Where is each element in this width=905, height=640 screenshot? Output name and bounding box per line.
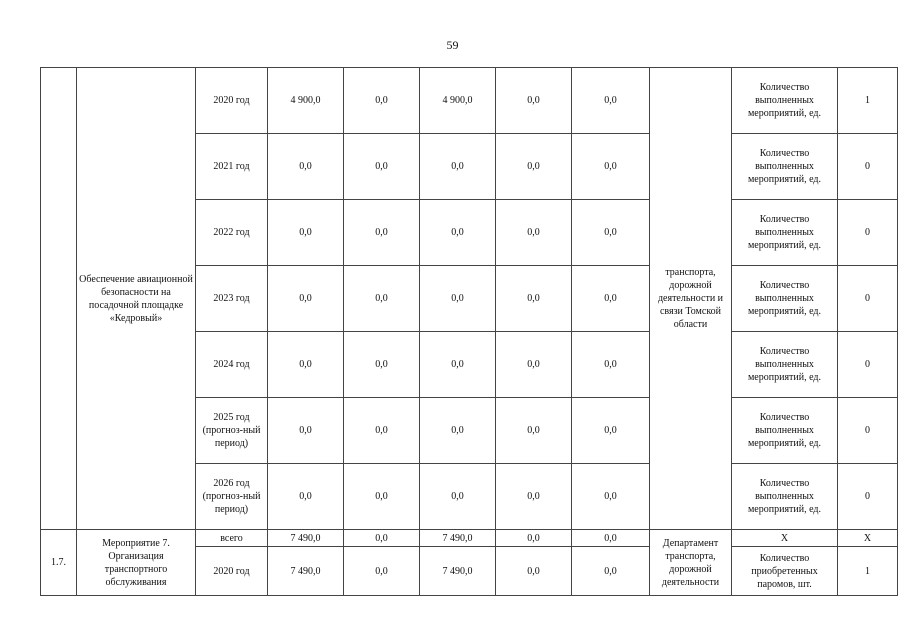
year-cell: 2020 год [196,547,268,596]
indicator-value-cell: 1 [838,68,898,134]
indicator-cell: Количество выполненных мероприятий, ед. [732,266,838,332]
year-cell: 2025 год (прогноз-ный период) [196,398,268,464]
local-cell: 0,0 [496,398,572,464]
federal-cell: 0,0 [344,332,420,398]
total-cell: 7 490,0 [268,547,344,596]
other-cell: 0,0 [572,332,650,398]
federal-cell: 0,0 [344,68,420,134]
executor-cell: Департамент транспорта, дорожной деятельности [650,530,732,596]
total-cell: 0,0 [268,398,344,464]
other-cell: 0,0 [572,134,650,200]
number-cell-empty [41,68,77,530]
activity-name-cell: Обеспечение авиационной безопасности на посадочной площадке «Кедровый» [77,68,196,530]
indicator-value-cell: 0 [838,200,898,266]
year-cell: всего [196,530,268,547]
indicator-cell: Количество выполненных мероприятий, ед. [732,464,838,530]
total-cell: 0,0 [268,332,344,398]
indicator-cell: Х [732,530,838,547]
local-cell: 0,0 [496,547,572,596]
other-cell: 0,0 [572,398,650,464]
regional-cell: 7 490,0 [420,530,496,547]
regional-cell: 7 490,0 [420,547,496,596]
executor-cell: транспорта, дорожной деятельности и связи Томской области [650,68,732,530]
local-cell: 0,0 [496,332,572,398]
total-cell: 0,0 [268,134,344,200]
federal-cell: 0,0 [344,547,420,596]
other-cell: 0,0 [572,200,650,266]
page-number: 59 [446,38,459,52]
activity-name-cell: Мероприятие 7. Организация транспортного обслуживания [77,530,196,596]
regional-cell: 0,0 [420,398,496,464]
indicator-cell: Количество выполненных мероприятий, ед. [732,134,838,200]
local-cell: 0,0 [496,200,572,266]
federal-cell: 0,0 [344,134,420,200]
year-cell: 2026 год (прогноз-ный период) [196,464,268,530]
indicator-value-cell: 0 [838,398,898,464]
regional-cell: 0,0 [420,200,496,266]
indicator-value-cell: 0 [838,266,898,332]
regional-cell: 0,0 [420,266,496,332]
indicator-cell: Количество выполненных мероприятий, ед. [732,332,838,398]
federal-cell: 0,0 [344,200,420,266]
total-cell: 0,0 [268,266,344,332]
program-table [40,67,898,596]
indicator-value-cell: 0 [838,332,898,398]
indicator-value-cell: 0 [838,134,898,200]
year-cell: 2021 год [196,134,268,200]
local-cell: 0,0 [496,530,572,547]
regional-cell: 4 900,0 [420,68,496,134]
indicator-cell: Количество приобретенных паромов, шт. [732,547,838,596]
indicator-cell: Количество выполненных мероприятий, ед. [732,398,838,464]
total-cell: 0,0 [268,200,344,266]
regional-cell: 0,0 [420,332,496,398]
other-cell: 0,0 [572,530,650,547]
regional-cell: 0,0 [420,134,496,200]
indicator-cell: Количество выполненных мероприятий, ед. [732,68,838,134]
other-cell: 0,0 [572,68,650,134]
local-cell: 0,0 [496,266,572,332]
year-cell: 2023 год [196,266,268,332]
federal-cell: 0,0 [344,530,420,547]
indicator-value-cell: 1 [838,547,898,596]
year-cell: 2022 год [196,200,268,266]
total-cell: 0,0 [268,464,344,530]
total-cell: 7 490,0 [268,530,344,547]
other-cell: 0,0 [572,266,650,332]
other-cell: 0,0 [572,464,650,530]
local-cell: 0,0 [496,134,572,200]
local-cell: 0,0 [496,68,572,134]
table-row [41,530,898,547]
indicator-value-cell: Х [838,530,898,547]
year-cell: 2024 год [196,332,268,398]
number-cell: 1.7. [41,530,77,596]
federal-cell: 0,0 [344,266,420,332]
total-cell: 4 900,0 [268,68,344,134]
indicator-cell: Количество выполненных мероприятий, ед. [732,200,838,266]
regional-cell: 0,0 [420,464,496,530]
year-cell: 2020 год [196,68,268,134]
federal-cell: 0,0 [344,398,420,464]
table-row [41,68,898,134]
federal-cell: 0,0 [344,464,420,530]
other-cell: 0,0 [572,547,650,596]
indicator-value-cell: 0 [838,464,898,530]
local-cell: 0,0 [496,464,572,530]
